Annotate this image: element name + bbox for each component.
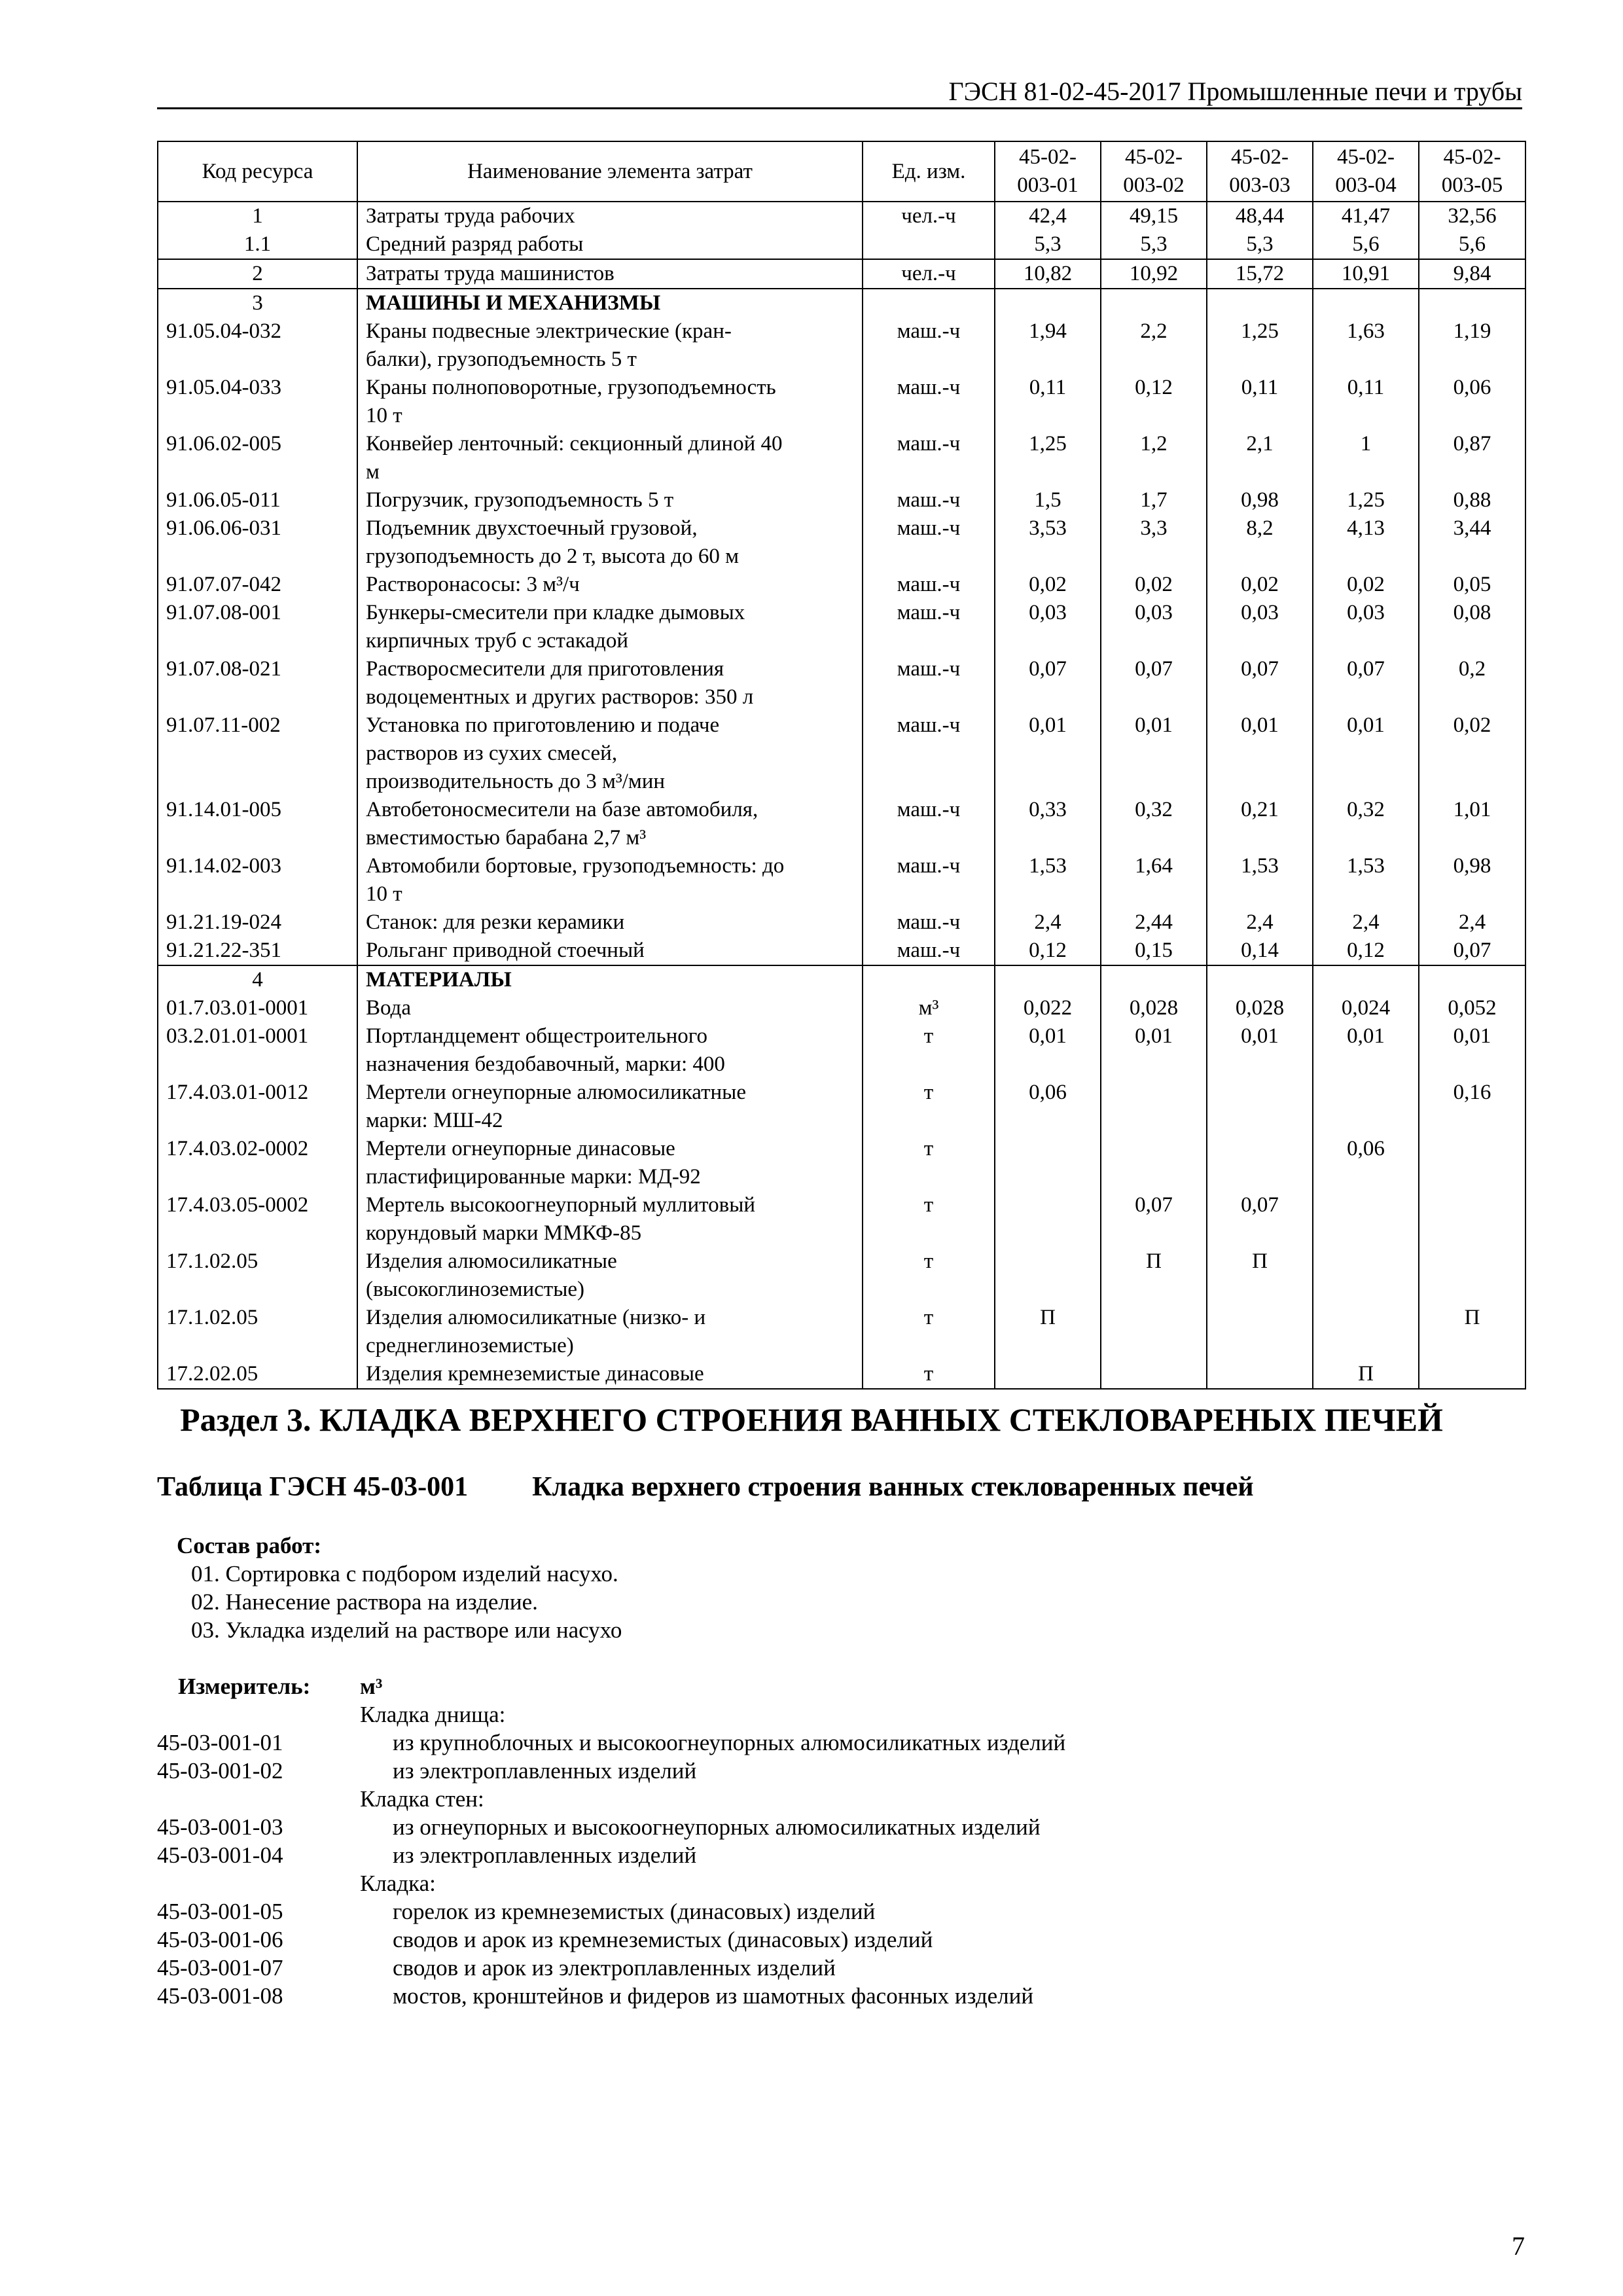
table-title — [157, 1471, 1254, 1503]
norm-value: 10,82 — [995, 259, 1101, 289]
norm-value: 0,15 — [1101, 937, 1207, 965]
norm-value — [1313, 965, 1419, 994]
table-row — [158, 599, 1525, 655]
resource-code: 91.06.05-011 — [158, 486, 357, 514]
norm-value — [1101, 1360, 1207, 1389]
resource-code: 17.4.03.01-0012 — [158, 1079, 357, 1135]
resource-code: 17.4.03.05-0002 — [158, 1191, 357, 1247]
composition-item: 02. Нанесение раствора на изделие. — [191, 1589, 538, 1615]
norm-description: Кладка стен: — [360, 1786, 484, 1812]
meter-unit: м³ — [360, 1674, 383, 1699]
norm-value: 42,4 — [995, 202, 1101, 230]
section-title: Раздел 3. КЛАДКА ВЕРХНЕГО СТРОЕНИЯ ВАННЫХ СТЕКЛОВАРЕНЫХ ПЕЧЕЙ — [180, 1401, 1443, 1438]
norm-value: 0,01 — [1207, 1022, 1313, 1079]
resource-code: 17.1.02.05 — [158, 1304, 357, 1360]
norm-value: 2,4 — [1207, 908, 1313, 937]
resource-unit: маш.-ч — [863, 430, 995, 486]
table-row — [158, 486, 1525, 514]
norm-value: 0,07 — [995, 655, 1101, 711]
resource-code: 91.07.08-001 — [158, 599, 357, 655]
norm-value: 0,01 — [1101, 711, 1207, 796]
resource-code: 3 — [158, 289, 357, 317]
norm-value: 48,44 — [1207, 202, 1313, 230]
meter-row — [157, 1982, 1065, 2010]
norm-value: 41,47 — [1313, 202, 1419, 230]
norm-code: 45-03-001-04 — [157, 1842, 283, 1868]
resource-unit: т — [863, 1022, 995, 1079]
norm-value — [1207, 965, 1313, 994]
resource-code: 91.05.04-033 — [158, 374, 357, 430]
resource-name: Конвейер ленточный: секционный длиной 40 м — [357, 430, 863, 486]
norm-value — [1313, 289, 1419, 317]
norm-value: 10,91 — [1313, 259, 1419, 289]
norm-value: 0,028 — [1207, 994, 1313, 1022]
norm-description: мостов, кронштейнов и фидеров из шамотных фасонных изделий — [393, 1983, 1034, 2009]
norm-value — [1419, 965, 1525, 994]
norm-value: 0,01 — [1313, 1022, 1419, 1079]
table-row — [158, 430, 1525, 486]
resource-code: 17.2.02.05 — [158, 1360, 357, 1389]
norm-code: 45-03-001-07 — [157, 1955, 283, 1981]
norm-value: 5,6 — [1313, 230, 1419, 259]
meter-label: Измеритель: — [178, 1674, 311, 1699]
norm-value: 49,15 — [1101, 202, 1207, 230]
resource-name: Изделия алюмосиликатные (низко- и среднеглиноземистые) — [357, 1304, 863, 1360]
resource-name: Автобетоносмесители на базе автомобиля, вместимостью барабана 2,7 м³ — [357, 796, 863, 852]
norm-value: 0,07 — [1207, 655, 1313, 711]
norm-value — [1101, 289, 1207, 317]
norm-value: 0,11 — [1207, 374, 1313, 430]
norm-value — [1419, 1135, 1525, 1191]
norm-value — [995, 1191, 1101, 1247]
resource-unit — [863, 965, 995, 994]
resource-unit: т — [863, 1360, 995, 1389]
norm-code — [157, 1785, 360, 1813]
page-number: 7 — [1512, 2231, 1525, 2261]
resource-code: 4 — [158, 965, 357, 994]
norm-value — [995, 965, 1101, 994]
norm-value: 5,3 — [1207, 230, 1313, 259]
resource-code: 01.7.03.01-0001 — [158, 994, 357, 1022]
norm-value: 0,01 — [1419, 1022, 1525, 1079]
resource-name: Затраты труда рабочих — [357, 202, 863, 230]
norm-description: из электроплавленных изделий — [393, 1758, 697, 1784]
table-row — [158, 965, 1525, 994]
resource-unit: маш.-ч — [863, 374, 995, 430]
norm-description: Кладка днища: — [360, 1702, 506, 1727]
norm-value: 0,11 — [995, 374, 1101, 430]
resource-unit: маш.-ч — [863, 655, 995, 711]
resource-unit: маш.-ч — [863, 937, 995, 965]
norm-code: 45-03-001-05 — [157, 1899, 283, 1924]
resource-unit: чел.-ч — [863, 202, 995, 230]
meter-row — [157, 1757, 1065, 1785]
resource-code: 17.4.03.02-0002 — [158, 1135, 357, 1191]
meter-row — [157, 1813, 1065, 1841]
resource-name: Изделия кремнеземистые динасовые — [357, 1360, 863, 1389]
norm-code: 45-03-001-08 — [157, 1983, 283, 2009]
norm-value: 0,02 — [1101, 571, 1207, 599]
norm-value: 15,72 — [1207, 259, 1313, 289]
resource-name: Подъемник двухстоечный грузовой, грузоподъемность до 2 т, высота до 60 м — [357, 514, 863, 571]
norm-value: 2,1 — [1207, 430, 1313, 486]
norm-value — [995, 289, 1101, 317]
col-header-norm: 45-02- 003-04 — [1313, 141, 1419, 202]
table-row — [158, 317, 1525, 374]
resource-code: 17.1.02.05 — [158, 1247, 357, 1304]
resource-unit — [863, 230, 995, 259]
table-row — [158, 711, 1525, 796]
table-row — [158, 374, 1525, 430]
resource-unit: чел.-ч — [863, 259, 995, 289]
norm-value: 10,92 — [1101, 259, 1207, 289]
col-header-norm: 45-02- 003-03 — [1207, 141, 1313, 202]
table-name: Кладка верхнего строения ванных стекловаренных печей — [532, 1472, 1254, 1502]
resource-name: Рольганг приводной стоечный — [357, 937, 863, 965]
norm-value — [995, 1135, 1101, 1191]
norm-value — [1313, 1304, 1419, 1360]
resource-name: Краны подвесные электрические (кран- балки), грузоподъемность 5 т — [357, 317, 863, 374]
table-row — [158, 230, 1525, 259]
norm-value: 0,03 — [1207, 599, 1313, 655]
composition-item: 03. Укладка изделий на растворе или насухо — [191, 1617, 622, 1643]
norm-value: 1,19 — [1419, 317, 1525, 374]
norm-value: 5,3 — [1101, 230, 1207, 259]
resource-code: 91.21.19-024 — [158, 908, 357, 937]
resource-code: 03.2.01.01-0001 — [158, 1022, 357, 1079]
resource-unit: маш.-ч — [863, 711, 995, 796]
norm-value — [1419, 1247, 1525, 1304]
norm-value: 5,6 — [1419, 230, 1525, 259]
norm-value: 1,63 — [1313, 317, 1419, 374]
norm-value: 0,21 — [1207, 796, 1313, 852]
norm-description: сводов и арок из кремнеземистых (динасовых) изделий — [393, 1927, 933, 1952]
norm-value: 1,2 — [1101, 430, 1207, 486]
table-header-row — [158, 141, 1525, 202]
norm-value: 0,2 — [1419, 655, 1525, 711]
resource-name: Затраты труда машинистов — [357, 259, 863, 289]
norm-value: 0,14 — [1207, 937, 1313, 965]
norm-value: 0,06 — [1419, 374, 1525, 430]
table-row — [158, 1191, 1525, 1247]
col-header-norm: 45-02- 003-05 — [1419, 141, 1525, 202]
norm-value: 0,052 — [1419, 994, 1525, 1022]
resource-unit: маш.-ч — [863, 599, 995, 655]
norm-value: П — [1419, 1304, 1525, 1360]
col-header-norm: 45-02- 003-02 — [1101, 141, 1207, 202]
norm-value: 0,88 — [1419, 486, 1525, 514]
resource-unit: маш.-ч — [863, 317, 995, 374]
norm-code — [157, 1700, 360, 1729]
norm-value: 0,07 — [1419, 937, 1525, 965]
resource-name: Погрузчик, грузоподъемность 5 т — [357, 486, 863, 514]
norm-value: 32,56 — [1419, 202, 1525, 230]
norm-value: 0,01 — [1207, 711, 1313, 796]
norm-value — [995, 1360, 1101, 1389]
table-row — [158, 1360, 1525, 1389]
norm-value: 0,02 — [1419, 711, 1525, 796]
norm-value: 0,12 — [1313, 937, 1419, 965]
norm-value — [995, 1247, 1101, 1304]
resource-code: 91.21.22-351 — [158, 937, 357, 965]
norm-value: 0,07 — [1101, 1191, 1207, 1247]
resource-unit: м³ — [863, 994, 995, 1022]
resource-name: Изделия алюмосиликатные (высокоглиноземистые) — [357, 1247, 863, 1304]
resource-name: Растворонасосы: 3 м³/ч — [357, 571, 863, 599]
norm-value: 2,4 — [995, 908, 1101, 937]
norm-value: 0,06 — [1313, 1135, 1419, 1191]
table-row — [158, 937, 1525, 965]
norm-value: 0,07 — [1207, 1191, 1313, 1247]
header-title: ГЭСН 81-02-45-2017 Промышленные печи и трубы — [948, 77, 1522, 106]
norm-value: 0,01 — [1313, 711, 1419, 796]
norm-value: 1,7 — [1101, 486, 1207, 514]
resource-unit: т — [863, 1304, 995, 1360]
meter-header-row — [157, 1672, 1065, 1700]
norm-value — [1207, 1079, 1313, 1135]
norm-value: 0,12 — [1101, 374, 1207, 430]
resource-table-body — [158, 202, 1525, 1389]
composition-label: Состав работ: — [177, 1533, 321, 1558]
norm-value: 1,25 — [995, 430, 1101, 486]
resource-unit: маш.-ч — [863, 908, 995, 937]
resource-name: Вода — [357, 994, 863, 1022]
norm-value — [1207, 1135, 1313, 1191]
norm-value: 2,4 — [1313, 908, 1419, 937]
norm-value: 2,2 — [1101, 317, 1207, 374]
resource-name: Установка по приготовлению и подаче растворов из сухих смесей, производительность до 3 м³/мин — [357, 711, 863, 796]
norm-value — [1207, 289, 1313, 317]
norm-value — [1101, 1079, 1207, 1135]
col-header-name: Наименование элемента затрат — [357, 141, 863, 202]
norm-value: П — [1207, 1247, 1313, 1304]
norm-value: 0,98 — [1419, 852, 1525, 908]
norm-value: 0,07 — [1313, 655, 1419, 711]
resource-code: 91.06.06-031 — [158, 514, 357, 571]
resource-unit: маш.-ч — [863, 514, 995, 571]
norm-value: 0,32 — [1101, 796, 1207, 852]
norm-value: 1,94 — [995, 317, 1101, 374]
norm-value: 0,02 — [1207, 571, 1313, 599]
resource-name: МАТЕРИАЛЫ — [357, 965, 863, 994]
norm-value — [1207, 1304, 1313, 1360]
norm-value — [1419, 1191, 1525, 1247]
norm-value — [1101, 1135, 1207, 1191]
norm-value: 1,5 — [995, 486, 1101, 514]
meter-block — [157, 1672, 1065, 2010]
resource-code: 91.07.08-021 — [158, 655, 357, 711]
resource-name: Портландцемент общестроительного назначения бездобавочный, марки: 400 — [357, 1022, 863, 1079]
resource-code: 91.05.04-032 — [158, 317, 357, 374]
resource-name: МАШИНЫ И МЕХАНИЗМЫ — [357, 289, 863, 317]
resource-unit: т — [863, 1247, 995, 1304]
norm-value: 0,87 — [1419, 430, 1525, 486]
norm-code — [157, 1869, 360, 1897]
norm-value: 1,25 — [1207, 317, 1313, 374]
resource-name: Станок: для резки керамики — [357, 908, 863, 937]
norm-value: 1,53 — [1207, 852, 1313, 908]
norm-value: 0,07 — [1101, 655, 1207, 711]
norm-value — [1313, 1191, 1419, 1247]
norm-value: 3,53 — [995, 514, 1101, 571]
meter-row — [157, 1869, 1065, 1897]
resource-code: 91.07.07-042 — [158, 571, 357, 599]
norm-description: из огнеупорных и высокоогнеупорных алюмосиликатных изделий — [393, 1814, 1041, 1840]
col-header-unit: Ед. изм. — [863, 141, 995, 202]
table-row — [158, 202, 1525, 230]
norm-code: 45-03-001-03 — [157, 1814, 283, 1840]
norm-code: 45-03-001-01 — [157, 1730, 283, 1755]
resource-code: 91.07.11-002 — [158, 711, 357, 796]
norm-value: 1,53 — [1313, 852, 1419, 908]
norm-value: 0,02 — [1313, 571, 1419, 599]
norm-value: 0,06 — [995, 1079, 1101, 1135]
resource-unit: маш.-ч — [863, 796, 995, 852]
norm-value — [1313, 1247, 1419, 1304]
table-row — [158, 1079, 1525, 1135]
resource-name: Растворосмесители для приготовления водоцементных и других растворов: 350 л — [357, 655, 863, 711]
resource-unit: т — [863, 1191, 995, 1247]
table-row — [158, 852, 1525, 908]
norm-value — [1313, 1079, 1419, 1135]
norm-value — [1207, 1360, 1313, 1389]
resource-unit: т — [863, 1135, 995, 1191]
resource-unit: маш.-ч — [863, 571, 995, 599]
norm-value: 0,028 — [1101, 994, 1207, 1022]
meter-row — [157, 1841, 1065, 1869]
norm-value: 0,03 — [995, 599, 1101, 655]
norm-value: 3,44 — [1419, 514, 1525, 571]
norm-code: 45-03-001-06 — [157, 1927, 283, 1952]
table-row — [158, 289, 1525, 317]
table-row — [158, 1022, 1525, 1079]
resource-name: Краны полноповоротные, грузоподъемность 10 т — [357, 374, 863, 430]
norm-description: Кладка: — [360, 1871, 436, 1896]
resource-name: Мертели огнеупорные динасовые пластифицированные марки: МД-92 — [357, 1135, 863, 1191]
table-row — [158, 259, 1525, 289]
table-row — [158, 796, 1525, 852]
norm-value: 1 — [1313, 430, 1419, 486]
meter-row — [157, 1954, 1065, 1982]
resource-name: Мертель высокоогнеупорный муллитовый корундовый марки ММКФ-85 — [357, 1191, 863, 1247]
norm-value: 4,13 — [1313, 514, 1419, 571]
table-row — [158, 655, 1525, 711]
work-composition — [177, 1532, 622, 1644]
norm-value: 3,3 — [1101, 514, 1207, 571]
norm-value: 0,32 — [1313, 796, 1419, 852]
resource-code: 1.1 — [158, 230, 357, 259]
norm-description: горелок из кремнеземистых (динасовых) изделий — [393, 1899, 876, 1924]
meter-row — [157, 1729, 1065, 1757]
norm-value — [1101, 1304, 1207, 1360]
resource-unit: маш.-ч — [863, 486, 995, 514]
norm-value: 0,02 — [995, 571, 1101, 599]
norm-value — [1419, 1360, 1525, 1389]
meter-row — [157, 1785, 1065, 1813]
norm-value: 1,53 — [995, 852, 1101, 908]
norm-value: 1,64 — [1101, 852, 1207, 908]
norm-value: 0,03 — [1101, 599, 1207, 655]
table-code: Таблица ГЭСН 45-03-001 — [157, 1472, 469, 1502]
table-row — [158, 908, 1525, 937]
col-header-norm: 45-02- 003-01 — [995, 141, 1101, 202]
resource-name: Средний разряд работы — [357, 230, 863, 259]
norm-description: из крупноблочных и высокоогнеупорных алюмосиликатных изделий — [393, 1730, 1066, 1755]
norm-value — [1101, 965, 1207, 994]
resource-table — [157, 141, 1526, 1390]
norm-value: 2,44 — [1101, 908, 1207, 937]
meter-row — [157, 1926, 1065, 1954]
resource-name: Автомобили бортовые, грузоподъемность: до 10 т — [357, 852, 863, 908]
norm-value: 9,84 — [1419, 259, 1525, 289]
resource-code: 91.06.02-005 — [158, 430, 357, 486]
resource-unit: маш.-ч — [863, 852, 995, 908]
resource-unit: т — [863, 1079, 995, 1135]
table-row — [158, 571, 1525, 599]
norm-value: 2,4 — [1419, 908, 1525, 937]
norm-value: 0,03 — [1313, 599, 1419, 655]
resource-code: 91.14.02-003 — [158, 852, 357, 908]
norm-value: 0,01 — [1101, 1022, 1207, 1079]
norm-value: 0,022 — [995, 994, 1101, 1022]
resource-name: Бункеры-смесители при кладке дымовых кирпичных труб с эстакадой — [357, 599, 863, 655]
table-row — [158, 1304, 1525, 1360]
norm-value: 1,01 — [1419, 796, 1525, 852]
resource-code: 2 — [158, 259, 357, 289]
norm-code: 45-03-001-02 — [157, 1758, 283, 1784]
norm-value: 0,16 — [1419, 1079, 1525, 1135]
table-row — [158, 1135, 1525, 1191]
meter-row — [157, 1700, 1065, 1729]
table-row — [158, 1247, 1525, 1304]
norm-value: П — [1101, 1247, 1207, 1304]
norm-value: 0,01 — [995, 711, 1101, 796]
norm-value: 0,05 — [1419, 571, 1525, 599]
norm-value: 0,08 — [1419, 599, 1525, 655]
norm-value: 0,33 — [995, 796, 1101, 852]
norm-value: 0,024 — [1313, 994, 1419, 1022]
table-row — [158, 514, 1525, 571]
resource-name: Мертели огнеупорные алюмосиликатные марки: МШ-42 — [357, 1079, 863, 1135]
resource-unit — [863, 289, 995, 317]
norm-description: из электроплавленных изделий — [393, 1842, 697, 1868]
resource-code: 91.14.01-005 — [158, 796, 357, 852]
norm-value — [1419, 289, 1525, 317]
resource-code: 1 — [158, 202, 357, 230]
col-header-code: Код ресурса — [158, 141, 357, 202]
norm-value: П — [1313, 1360, 1419, 1389]
norm-value: 0,01 — [995, 1022, 1101, 1079]
norm-value: 1,25 — [1313, 486, 1419, 514]
norm-value: 8,2 — [1207, 514, 1313, 571]
norm-value: 5,3 — [995, 230, 1101, 259]
norm-value: 0,11 — [1313, 374, 1419, 430]
table-row — [158, 994, 1525, 1022]
meter-row — [157, 1897, 1065, 1926]
norm-value: 0,12 — [995, 937, 1101, 965]
norm-description: сводов и арок из электроплавленных изделий — [393, 1955, 836, 1981]
norm-value: П — [995, 1304, 1101, 1360]
norm-value: 0,98 — [1207, 486, 1313, 514]
page-header — [157, 73, 1522, 109]
composition-item: 01. Сортировка с подбором изделий насухо. — [191, 1561, 618, 1587]
